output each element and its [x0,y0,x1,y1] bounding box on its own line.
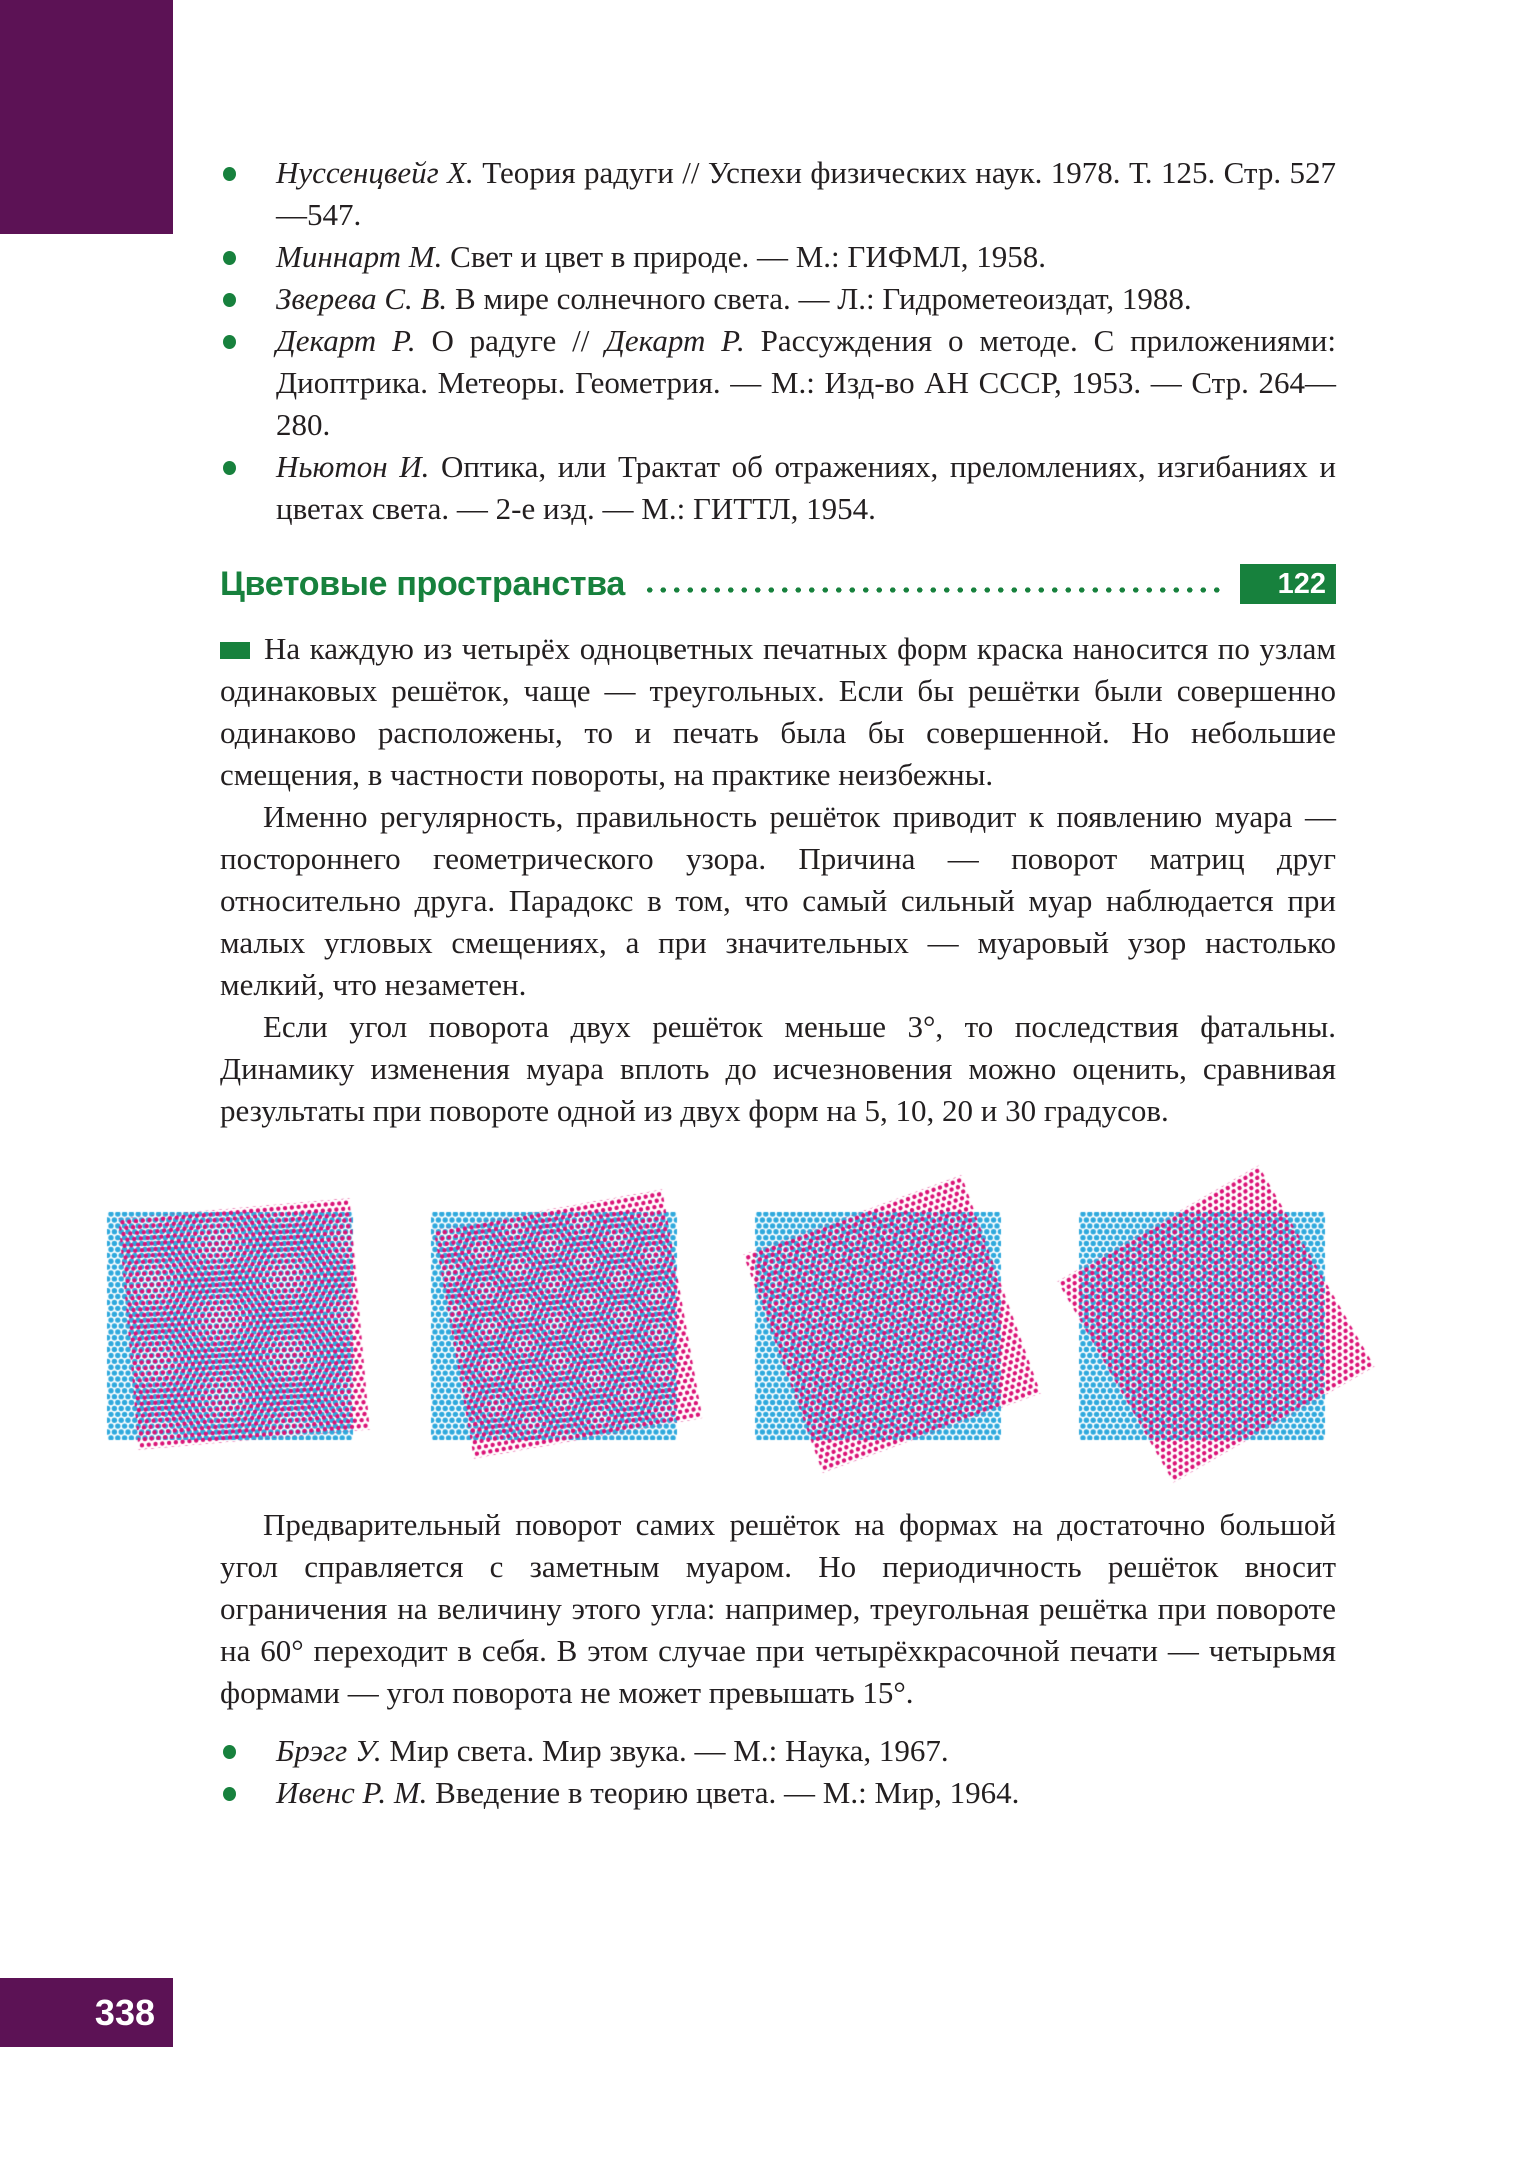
bullet-icon [223,1787,236,1801]
bullet-icon [223,1745,236,1759]
moire-panel-10deg [404,1158,728,1498]
bibliography-item [220,236,1336,278]
bullet-icon [223,335,236,349]
paragraph-marker-icon [220,642,250,659]
top-left-decoration [0,0,173,234]
bibliography-item [220,1730,1336,1772]
page-number: 338 [94,1992,155,2033]
bibliography-text: Декарт Р. О радуге // Декарт Р. Рассуждения о методе. С приложениями: Диоптрика. Метеоры. Геометрия. — М.: Изд-во АН СССР, 1953. — Стр. 264—280. [276,323,1336,442]
bibliography-item [220,1772,1336,1814]
bibliography-item [220,278,1336,320]
page-ref-badge: 122 [1240,564,1336,604]
bibliography-text: Ньютон И. Оптика, или Трактат об отражениях, преломлениях, изгибаниях и цветах света. — 2-е изд. — М.: ГИТТЛ, 1954. [276,449,1336,526]
bibliography-item [220,152,1336,236]
bibliography-text: Миннарт М. Свет и цвет в природе. — М.: ГИФМЛ, 1958. [276,239,1047,274]
page-number-block [0,1978,173,2047]
section-header [220,562,1336,606]
bibliography-item [220,446,1336,530]
bibliography-list-bottom [220,1730,1336,1814]
moire-panel-20deg [728,1158,1052,1498]
dotted-leader [643,587,1226,593]
page-content [220,152,1336,1814]
paragraph-3: Если угол поворота двух решёток меньше 3°, то последствия фатальны. Динамику изменения муара вплоть до исчезновения можно оценить, сравнивая результаты при повороте одной из двух форм на 5, 10, 20 и 30 градусов. [220,1009,1336,1128]
bibliography-list-top [220,152,1336,530]
moire-panel-5deg [80,1158,404,1498]
bibliography-item [220,320,1336,446]
bibliography-text: Ивенс Р. М. Введение в теорию цвета. — М.: Мир, 1964. [276,1775,1020,1810]
bullet-icon [223,251,236,265]
bullet-icon [223,167,236,181]
bullet-icon [223,293,236,307]
moire-figure [80,1158,1376,1498]
moire-panel-30deg [1052,1158,1376,1498]
paragraph-2: Именно регулярность, правильность решёток приводит к появлению муара — постороннего геометрического узора. Причина — поворот матриц друг относительно друга. Парадокс в том, что самый сильный муар наблюдается при малых угловых смещениях, а при значительных — муаровый узор настолько мелкий, что незаметен. [220,799,1336,1002]
paragraph-4: Предварительный поворот самих решёток на формах на достаточно большой угол справляется с заметным муаром. Но периодичность решёток вносит ограничения на величину этого угла: например, треугольная решётка при повороте на 60° переходит в себя. В этом случае при четырёхкрасочной печати — четырьмя формами — угол поворота не может превышать 15°. [220,1507,1336,1710]
bullet-icon [223,461,236,475]
bibliography-text: Зверева С. В. В мире солнечного света. — Л.: Гидрометеоиздат, 1988. [276,281,1192,316]
paragraph-1 [220,628,1336,796]
section-title: Цветовые пространства [220,564,626,603]
paragraph-1-text: На каждую из четырёх одноцветных печатных форм краска наносится по узлам одинаковых решёток, чаще — треугольных. Если бы решётки были совершенно одинаково расположены, то и печать была бы совершенной. Но небольшие смещения, в частности повороты, на практике неизбежны. [220,631,1336,792]
bibliography-text: Нуссенцвейг Х. Теория радуги // Успехи физических наук. 1978. Т. 125. Стр. 527—547. [276,155,1336,232]
bibliography-text: Брэгг У. Мир света. Мир звука. — М.: Наука, 1967. [276,1733,949,1768]
